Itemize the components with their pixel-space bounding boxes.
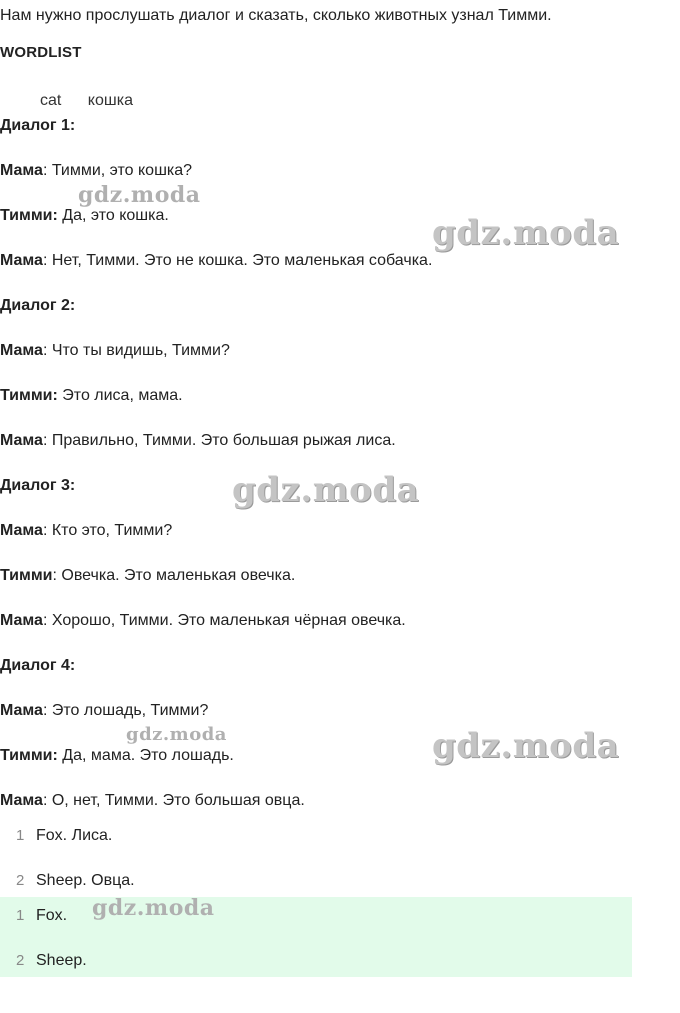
- line-text: Это лиса, мама.: [57, 387, 183, 404]
- speaker: Мама: [0, 342, 43, 359]
- dialogue-line: [0, 342, 230, 360]
- task-intro: Нам нужно прослушать диалог и сказать, сколько животных узнал Тимми.: [0, 7, 552, 24]
- line-text: : Что ты видишь, Тимми?: [42, 342, 230, 359]
- line-text: : Тимми, это кошка?: [42, 162, 193, 179]
- line-text: Да, это кошка.: [57, 207, 169, 224]
- dialogue-heading: Диалог 2:: [0, 297, 76, 314]
- answer-text: Fox. Лиса.: [36, 827, 113, 844]
- wordlist-clipped-row: [40, 92, 155, 106]
- answer-number: 2: [16, 872, 25, 889]
- speaker: Мама: [0, 252, 43, 269]
- answer-text: Sheep. Овца.: [36, 872, 135, 889]
- answer-text: Fox.: [36, 907, 68, 924]
- speaker: Мама: [0, 432, 43, 449]
- dialogue-heading: Диалог 3:: [0, 477, 76, 494]
- watermark: gdz.moda: [432, 213, 620, 253]
- dialogue-line: [0, 792, 305, 810]
- wordlist-title: WORDLIST: [0, 44, 82, 61]
- speaker: Тимми:: [0, 747, 58, 764]
- line-text: : Овечка. Это маленькая овечка.: [52, 567, 296, 584]
- watermark: gdz.moda: [126, 724, 227, 745]
- wordlist-translation: кошка: [87, 92, 133, 106]
- dialogue-line: [0, 162, 192, 180]
- speaker: Мама: [0, 162, 43, 179]
- answer-number: 1: [16, 907, 25, 924]
- line-text: : Кто это, Тимми?: [42, 522, 173, 539]
- dialogue-line: [0, 207, 169, 225]
- watermark: gdz.moda: [78, 182, 201, 208]
- speaker: Мама: [0, 792, 43, 809]
- line-text: Да, мама. Это лошадь.: [57, 747, 234, 764]
- dialogue-line: [0, 567, 295, 585]
- wordlist-word: cat: [40, 92, 62, 106]
- dialogue-line: [0, 612, 406, 630]
- line-text: : Хорошо, Тимми. Это маленькая чёрная овечка.: [42, 612, 406, 629]
- watermark: gdz.moda: [432, 726, 620, 766]
- speaker: Мама: [0, 612, 43, 629]
- answer-text: Sheep.: [36, 952, 87, 969]
- speaker: Тимми:: [0, 207, 58, 224]
- line-text: : Нет, Тимми. Это не кошка. Это маленькая собачка.: [42, 252, 433, 269]
- answer-number: 1: [16, 827, 25, 844]
- dialogue-heading: Диалог 1:: [0, 117, 76, 134]
- dialogue-line: [0, 747, 234, 765]
- dialogue-line: [0, 432, 396, 450]
- speaker: Мама: [0, 522, 43, 539]
- answer-number: 2: [16, 952, 25, 969]
- speaker: Тимми: [0, 567, 53, 584]
- speaker: Мама: [0, 702, 43, 719]
- dialogue-line: [0, 387, 183, 405]
- dialogue-line: [0, 522, 172, 540]
- dialogue-heading: Диалог 4:: [0, 657, 76, 674]
- watermark: gdz.moda: [92, 895, 215, 921]
- line-text: : Правильно, Тимми. Это большая рыжая лиса.: [42, 432, 396, 449]
- watermark: gdz.moda: [232, 470, 420, 510]
- speaker: Тимми:: [0, 387, 58, 404]
- dialogue-line: [0, 252, 432, 270]
- dialogue-line: [0, 702, 208, 720]
- line-text: : Это лошадь, Тимми?: [42, 702, 209, 719]
- line-text: : О, нет, Тимми. Это большая овца.: [42, 792, 305, 809]
